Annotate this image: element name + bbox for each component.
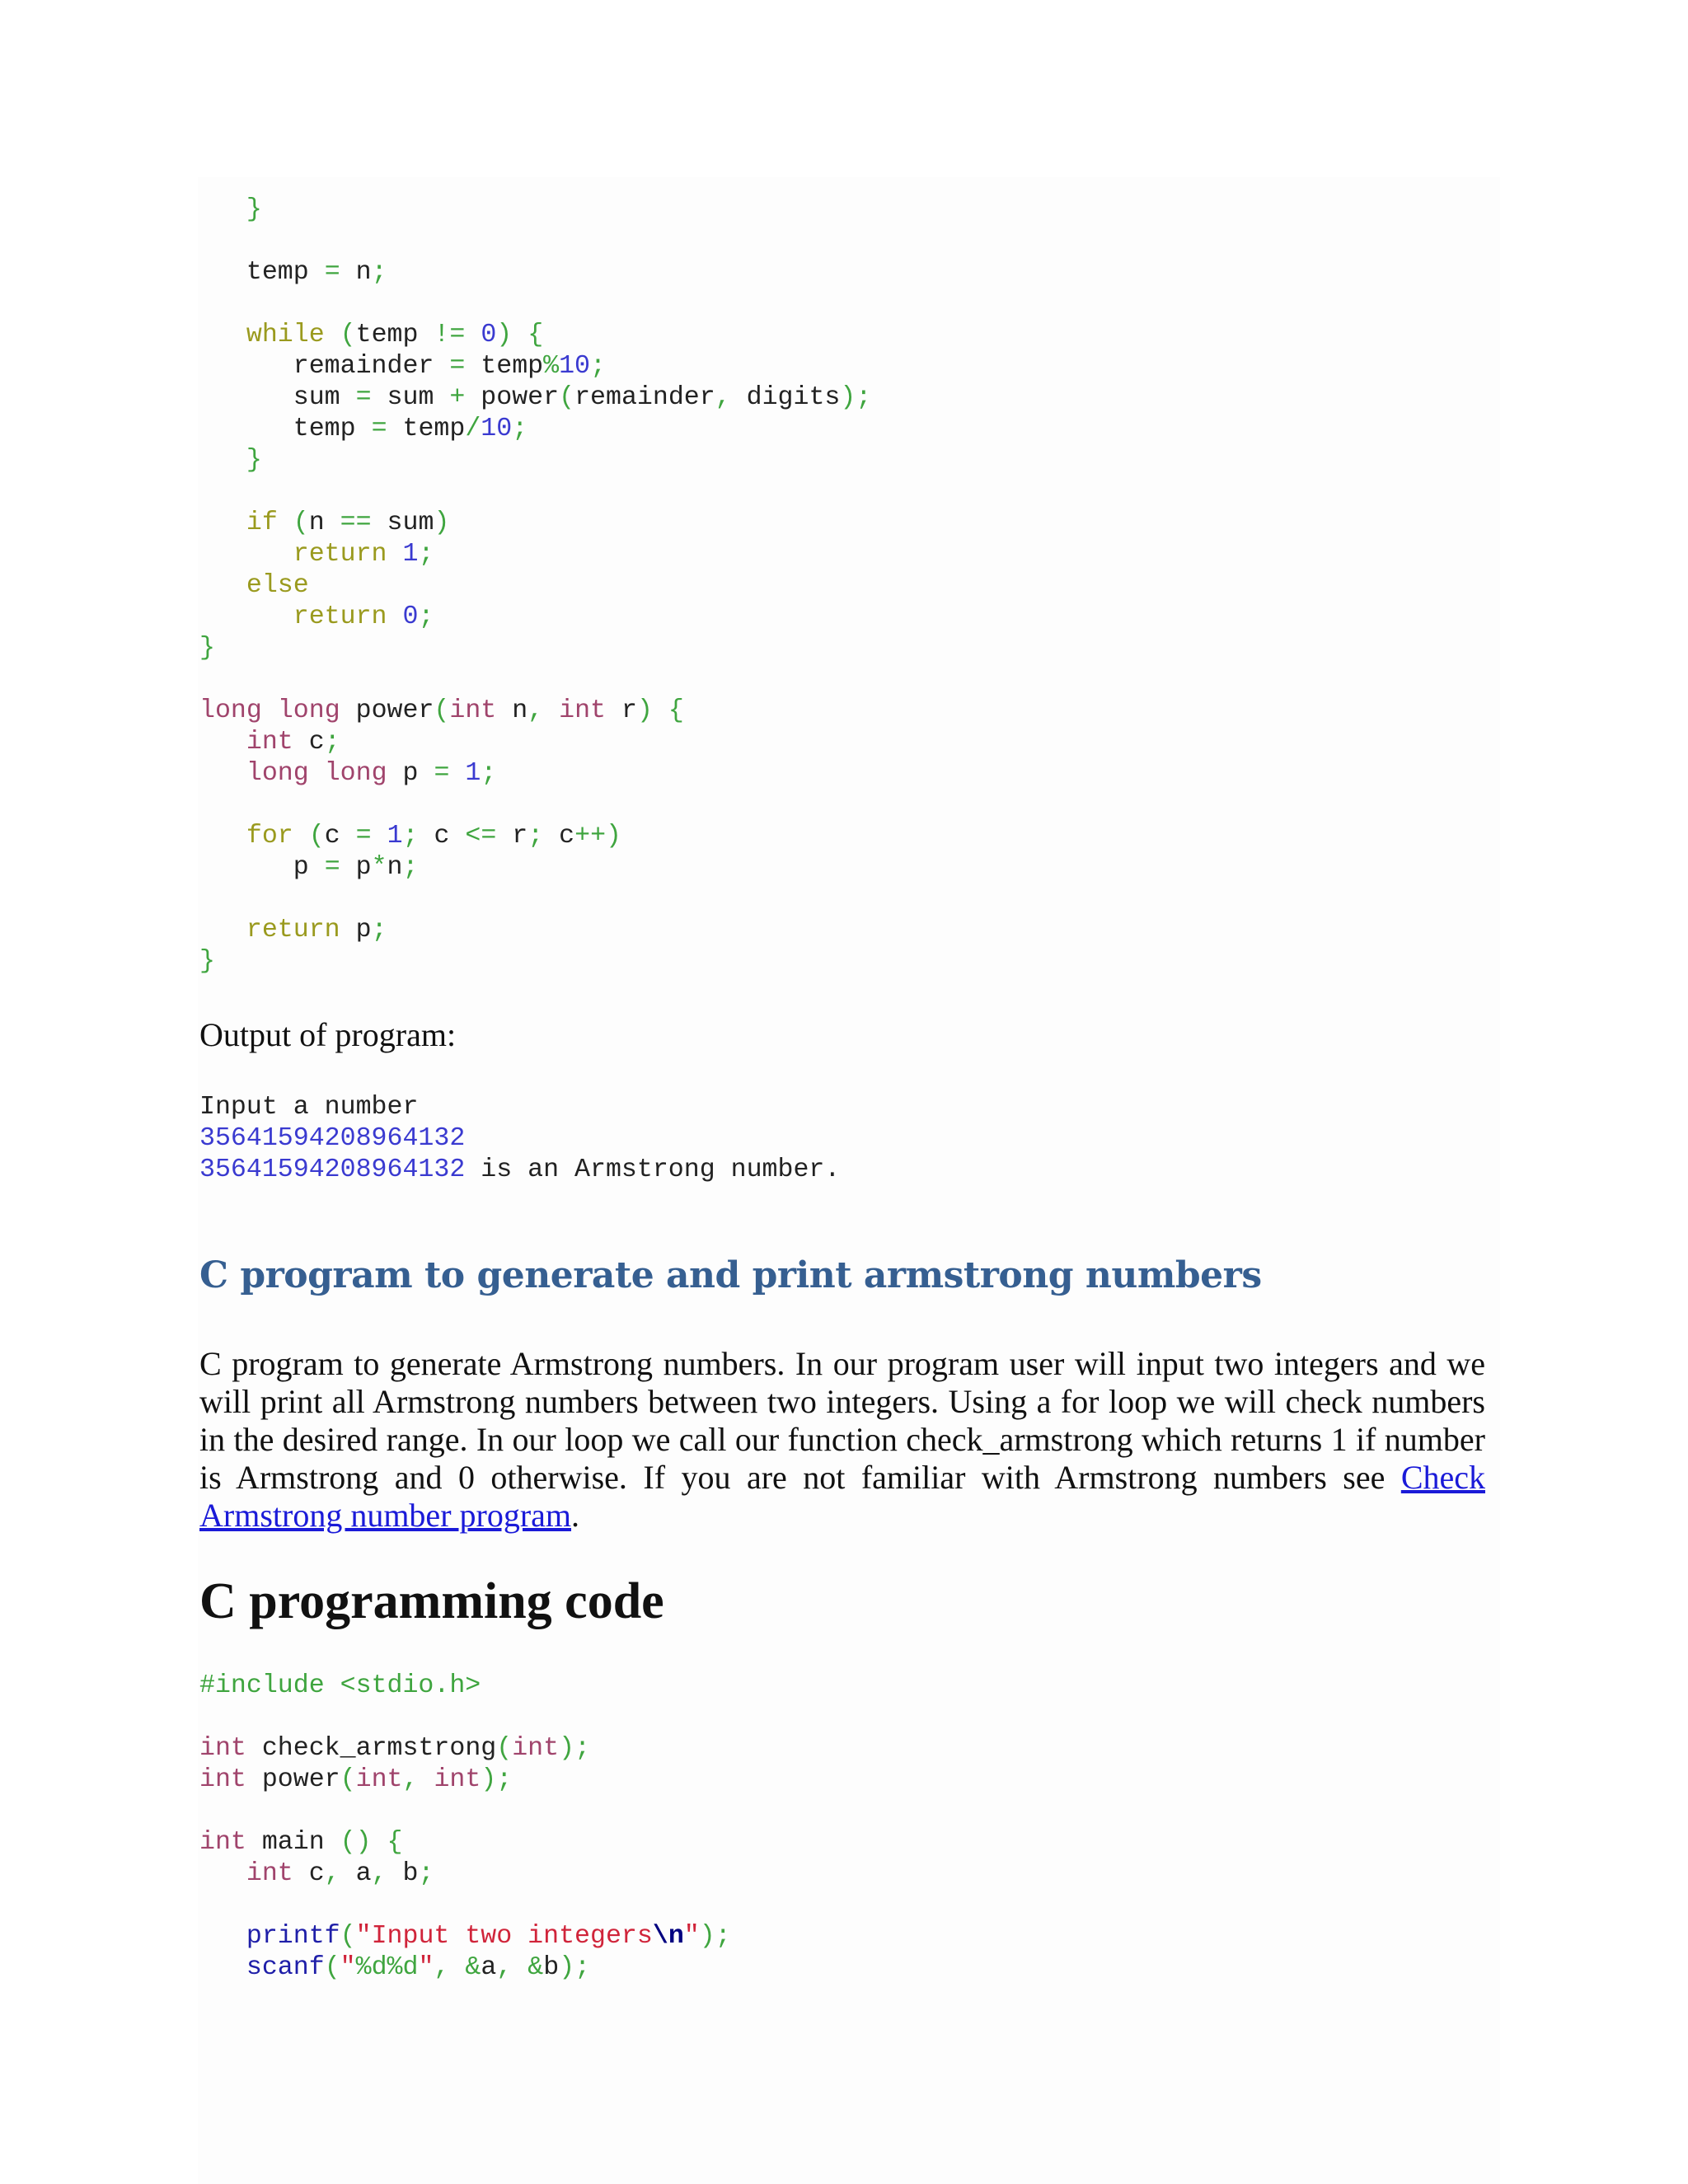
code-token: 35641594208964132 (199, 1124, 466, 1153)
code-token: p (340, 853, 372, 882)
code-token (262, 696, 278, 725)
code-line (199, 320, 871, 351)
code-token: ) (636, 696, 653, 725)
code-token: " (418, 1953, 434, 1982)
code-line (199, 1858, 731, 1890)
code-line (199, 915, 871, 946)
code-token: temp (199, 415, 372, 443)
code-token: != (434, 321, 466, 349)
code-token: int (559, 696, 607, 725)
code-token (512, 321, 528, 349)
code-token: int (512, 1734, 560, 1763)
code-token: , (496, 1953, 513, 1982)
code-token: c (418, 822, 466, 851)
code-token: ; (371, 258, 387, 287)
code-token: ; (402, 853, 419, 882)
code-token (278, 509, 293, 537)
code-token: " (683, 1922, 700, 1951)
code-token: { (387, 1828, 403, 1857)
code-line (199, 1702, 731, 1733)
code-line (199, 1123, 840, 1155)
code-token: is an Armstrong number. (465, 1155, 841, 1184)
output-label: Output of program: (199, 1016, 457, 1053)
code-token: } (199, 634, 215, 663)
code-token (449, 1953, 465, 1982)
code-token: ; (528, 822, 544, 851)
code-token: b (543, 1953, 560, 1982)
code-token (387, 540, 403, 569)
paragraph-text: C program to generate Armstrong numbers. In our program user will input two integers and we will print all Armstrong numbers between two integers. Using a for loop we will check numbers in the desired range. In our loop we call our function check_armstrong which returns 1 if number is Armstrong and 0 otherwise. If you are not familiar with Armstrong numbers see (199, 1345, 1485, 1496)
code-token: \n (652, 1922, 684, 1951)
code-token (199, 1859, 246, 1888)
code-token (199, 602, 293, 631)
code-token: sum (371, 383, 450, 412)
code-token: } (199, 947, 215, 976)
code-line (199, 1155, 840, 1186)
code-token (372, 1828, 387, 1857)
code-token: long (199, 696, 262, 725)
code-token: , (434, 1953, 450, 1982)
code-token: & (465, 1953, 481, 1982)
code-token: , (371, 1859, 387, 1888)
code-token: ) (434, 509, 450, 537)
code-line (199, 226, 871, 257)
code-token (325, 321, 340, 349)
code-token: remainder (199, 352, 450, 381)
code-token: = (324, 258, 340, 287)
code-token: ( (340, 1765, 356, 1794)
code-line (199, 194, 871, 226)
code-token: = (371, 415, 387, 443)
code-line (199, 351, 871, 382)
code-token (199, 1953, 246, 1982)
code-token: int (246, 1859, 293, 1888)
code-line (199, 1921, 731, 1952)
code-token: ); (840, 383, 872, 412)
code-token (653, 696, 668, 725)
check-armstrong-link[interactable]: Check Armstrong number program (199, 1459, 1485, 1534)
code-token: ( (340, 321, 356, 349)
code-token: ; (402, 822, 419, 851)
code-line (199, 727, 871, 758)
code-token: ; (418, 602, 434, 631)
code-token: power (340, 696, 434, 725)
code-token: n (496, 696, 528, 725)
code-token (199, 759, 246, 788)
code-token: = (355, 383, 372, 412)
code-line (199, 508, 871, 539)
code-line (199, 382, 871, 414)
code-block-armstrong-function (199, 194, 871, 977)
code-token: 10 (559, 352, 591, 381)
code-token: else (246, 571, 309, 600)
code-token: ( (308, 822, 325, 851)
code-heading: C programming code (199, 1573, 664, 1629)
code-token: a (340, 1859, 372, 1888)
code-token: int (449, 696, 497, 725)
code-line (199, 257, 871, 288)
code-token (309, 759, 325, 788)
code-line (199, 664, 871, 696)
paragraph-trailing: . (571, 1497, 580, 1534)
code-token: n (387, 853, 403, 882)
code-line (199, 946, 871, 977)
code-token: () (340, 1828, 372, 1857)
code-token (199, 916, 246, 944)
code-token: ( (559, 383, 575, 412)
code-token (199, 195, 246, 224)
code-token: ( (324, 1953, 340, 1982)
code-line (199, 539, 871, 570)
code-token: c (543, 822, 575, 851)
code-token: , (715, 383, 731, 412)
code-token (543, 696, 559, 725)
code-token: ); (559, 1734, 591, 1763)
code-token (418, 1765, 434, 1794)
code-token: ; (324, 728, 340, 757)
code-token: main (246, 1828, 340, 1857)
code-token: & (528, 1953, 544, 1982)
code-token: ( (293, 509, 309, 537)
code-token: n (308, 509, 340, 537)
code-token: temp (465, 352, 544, 381)
code-token: temp (355, 321, 434, 349)
code-block-main-program (199, 1671, 731, 1984)
code-line (199, 288, 871, 320)
code-token (199, 822, 246, 851)
code-token: r (496, 822, 528, 851)
code-token: int (246, 728, 293, 757)
code-token (199, 540, 293, 569)
code-token: } (246, 446, 262, 475)
code-token: == (340, 509, 372, 537)
code-token: 10 (481, 415, 513, 443)
code-token: sum (371, 509, 434, 537)
code-token: c (293, 728, 325, 757)
code-token (449, 759, 465, 788)
code-token: 1 (402, 540, 419, 569)
code-token: ; (371, 916, 387, 944)
code-token: c (324, 822, 356, 851)
code-token: if (246, 509, 278, 537)
code-token: { (668, 696, 684, 725)
code-token: int (199, 1765, 246, 1794)
code-token: return (293, 602, 387, 631)
code-token: n (340, 258, 372, 287)
code-token: return (293, 540, 387, 569)
code-line (199, 570, 871, 602)
code-token: ); (699, 1922, 731, 1951)
code-token: return (246, 916, 340, 944)
code-line (199, 1671, 731, 1702)
code-token (387, 602, 403, 631)
code-token: , (402, 1765, 419, 1794)
code-token: + (449, 383, 466, 412)
code-token: b (387, 1859, 419, 1888)
code-line (199, 852, 871, 883)
code-token: temp (387, 415, 466, 443)
code-line (199, 1890, 731, 1921)
code-line (199, 1952, 731, 1984)
code-token: a (481, 1953, 497, 1982)
code-token: p (199, 853, 325, 882)
code-token: ); (481, 1765, 513, 1794)
code-token: 1 (387, 822, 403, 851)
code-token: int (199, 1734, 246, 1763)
code-token: digits (730, 383, 841, 412)
code-line (199, 1796, 731, 1827)
code-token: , (324, 1859, 340, 1888)
code-token: 35641594208964132 (199, 1155, 466, 1184)
code-token: } (246, 195, 262, 224)
code-token: , (528, 696, 544, 725)
code-token: long (324, 759, 387, 788)
code-token: power (465, 383, 560, 412)
code-token: 1 (465, 759, 481, 788)
code-token (465, 321, 481, 349)
code-token: Input a number (199, 1093, 419, 1122)
code-token: while (246, 321, 325, 349)
code-token: ); (559, 1953, 591, 1982)
code-token: #include <stdio.h> (199, 1671, 481, 1700)
code-token: { (528, 321, 544, 349)
code-token: ; (418, 1859, 434, 1888)
code-token: * (371, 853, 387, 882)
code-line (199, 445, 871, 476)
code-line (199, 758, 871, 790)
code-token: ; (512, 415, 528, 443)
code-token: ; (481, 759, 497, 788)
code-line (199, 476, 871, 508)
program-output-block (199, 1092, 840, 1186)
code-token: 0 (481, 321, 497, 349)
code-token: / (465, 415, 481, 443)
code-token: for (246, 822, 293, 851)
intro-paragraph (199, 1345, 1485, 1535)
code-line (199, 1765, 731, 1796)
code-token: remainder (574, 383, 715, 412)
code-token: = (355, 822, 372, 851)
code-token: %d%d (355, 1953, 419, 1982)
code-token: long (246, 759, 309, 788)
code-token: " (340, 1953, 356, 1982)
code-token (199, 728, 246, 757)
code-token: int (199, 1828, 246, 1857)
code-token: % (543, 352, 560, 381)
code-token: p (387, 759, 434, 788)
code-token (372, 822, 387, 851)
code-line (199, 790, 871, 821)
code-token: int (355, 1765, 403, 1794)
code-line (199, 1733, 731, 1765)
code-token: p (340, 916, 372, 944)
code-token: check_armstrong (246, 1734, 497, 1763)
code-line (199, 696, 871, 727)
code-token: ) (496, 321, 513, 349)
code-token (199, 446, 246, 475)
code-line (199, 1092, 840, 1123)
code-line (199, 1827, 731, 1858)
code-token: power (246, 1765, 340, 1794)
code-token: ( (434, 696, 450, 725)
code-token: <= (465, 822, 497, 851)
code-token: = (449, 352, 466, 381)
code-token: temp (199, 258, 325, 287)
code-token: ( (340, 1922, 356, 1951)
section-heading: C program to generate and print armstrong numbers (199, 1254, 1262, 1296)
code-line (199, 883, 871, 915)
code-token: long (277, 696, 340, 725)
code-token: sum (199, 383, 356, 412)
code-token (199, 321, 246, 349)
code-token: ++) (574, 822, 622, 851)
code-token (199, 1922, 246, 1951)
code-token: c (293, 1859, 325, 1888)
code-line (199, 602, 871, 633)
code-token (512, 1953, 528, 1982)
code-line (199, 414, 871, 445)
code-token: 0 (402, 602, 419, 631)
code-token: r (606, 696, 637, 725)
code-token: = (434, 759, 450, 788)
code-token: int (434, 1765, 481, 1794)
code-token: "Input two integers (355, 1922, 653, 1951)
code-token (199, 571, 246, 600)
code-token: printf (246, 1922, 340, 1951)
code-token (199, 509, 246, 537)
code-token: = (324, 853, 340, 882)
code-token: scanf (246, 1953, 325, 1982)
code-token: ; (418, 540, 434, 569)
code-line (199, 633, 871, 664)
code-line (199, 821, 871, 852)
code-token: ; (590, 352, 606, 381)
code-token (293, 822, 309, 851)
code-token: ( (496, 1734, 513, 1763)
